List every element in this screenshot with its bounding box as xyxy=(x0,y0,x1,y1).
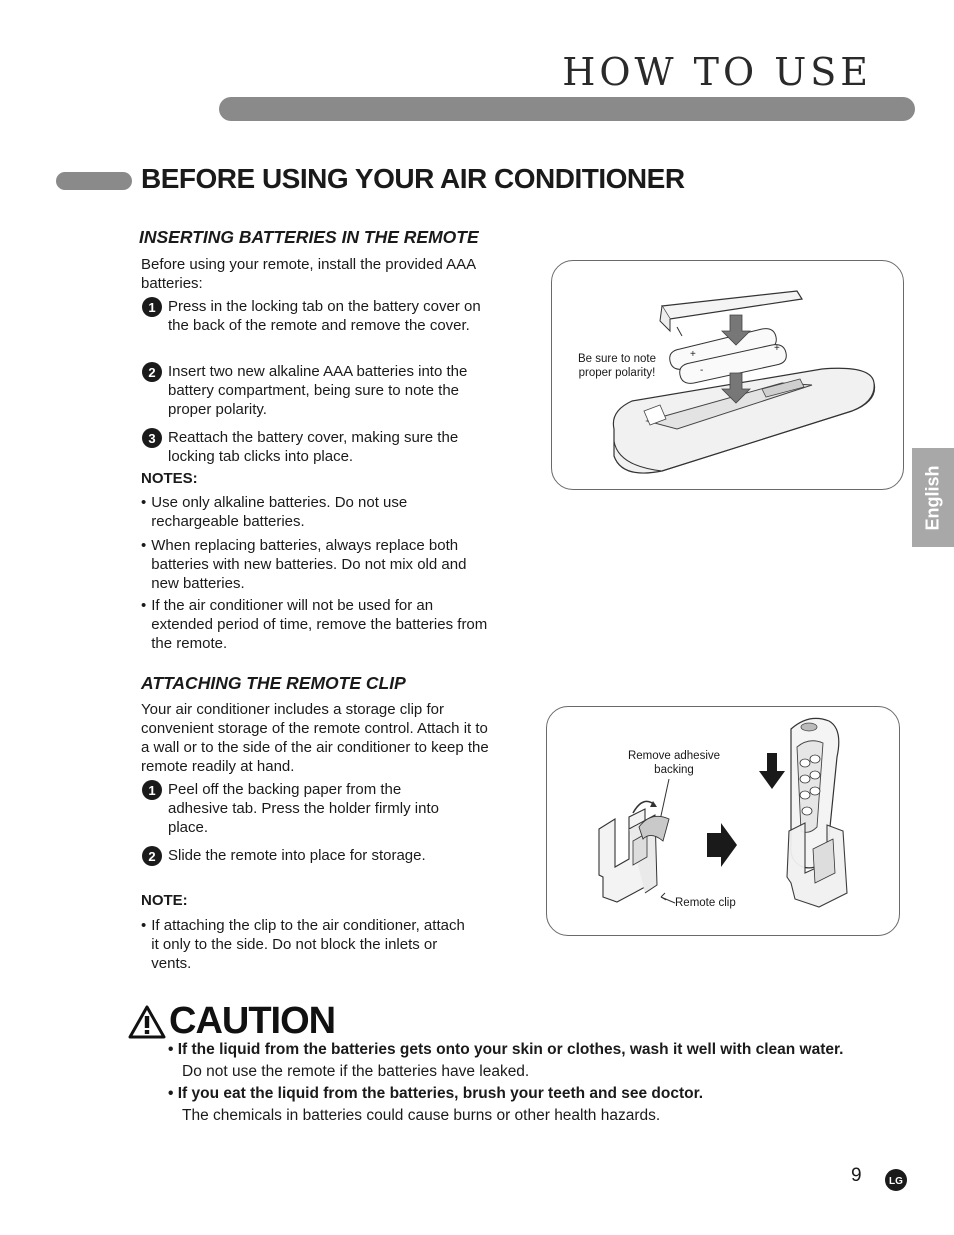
caution-title: CAUTION xyxy=(169,1000,336,1042)
batteries-intro: Before using your remote, install the provided AAA batteries: xyxy=(141,256,476,292)
clip-step-2 xyxy=(142,846,472,866)
step-number-badge: 2 xyxy=(142,362,162,382)
bullet-dot: • xyxy=(141,597,147,614)
header-bar xyxy=(219,97,915,121)
down-arrow-icon xyxy=(759,753,785,789)
battery-step-1 xyxy=(142,297,492,335)
remove-backing-label: Remove adhesive backing xyxy=(627,750,721,776)
polarity-plus: + xyxy=(774,343,780,354)
bullet-dot: • xyxy=(168,1085,178,1102)
bullet-dot: • xyxy=(141,537,147,554)
clip-intro: Your air conditioner includes a storage clip for convenient storage of the remote control. Attach it to a wall or to the side of the air conditioner to keep the remote readily at hand. xyxy=(141,701,489,775)
clip-figure xyxy=(546,706,900,936)
caution-item xyxy=(168,1083,928,1105)
lg-logo-icon xyxy=(884,1168,908,1192)
note-text: If attaching the clip to the air conditioner, attach it only to the side. Do not block the inlets or vents. xyxy=(151,917,465,972)
battery-step-text: Insert two new alkaline AAA batteries into the battery compartment, being sure to note the proper polarity. xyxy=(168,363,468,418)
bullet-dot: • xyxy=(141,494,147,511)
caution-item-bold: If you eat the liquid from the batteries, brush your teeth and see doctor. xyxy=(177,1085,704,1102)
caution-header xyxy=(128,1000,335,1043)
caution-list xyxy=(168,1039,928,1127)
polarity-label: Be sure to note proper polarity! xyxy=(578,353,656,379)
polarity-plus: + xyxy=(690,349,696,360)
step-number-badge: 3 xyxy=(142,428,162,448)
remote-control-icon xyxy=(787,718,847,907)
note-text: If the air conditioner will not be used for an extended period of time, remove the batteries from the remote. xyxy=(151,597,488,652)
bullet-dot: • xyxy=(141,917,147,934)
caution-item-bold: If the liquid from the batteries gets onto your skin or clothes, wash it well with clean water. xyxy=(177,1041,844,1058)
clip-holder-icon xyxy=(599,801,669,902)
batteries-note-item xyxy=(141,493,491,531)
section-pill xyxy=(56,172,132,190)
clip-step-text: Peel off the backing paper from the adhesive tab. Press the holder firmly into place. xyxy=(168,781,439,836)
section-title: BEFORE USING YOUR AIR CONDITIONER xyxy=(141,163,685,194)
battery-step-text: Press in the locking tab on the battery cover on the back of the remote and remove the cover. xyxy=(168,298,481,334)
lg-logo-text: LG xyxy=(889,1176,903,1187)
warning-triangle-icon xyxy=(128,1005,166,1039)
step-number-badge: 1 xyxy=(142,780,162,800)
clip-step-text: Slide the remote into place for storage. xyxy=(168,847,426,864)
battery-step-2 xyxy=(142,362,492,419)
step-number-badge: 2 xyxy=(142,846,162,866)
batteries-note-item xyxy=(141,596,491,653)
right-arrow-icon xyxy=(707,823,737,867)
polarity-minus: - xyxy=(700,365,704,376)
remote-clip-illustration xyxy=(547,707,899,935)
remote-clip-label: Remote clip xyxy=(675,897,736,909)
clip-note-item xyxy=(141,916,471,973)
caution-item xyxy=(168,1039,928,1061)
batteries-heading: INSERTING BATTERIES IN THE REMOTE xyxy=(139,227,479,247)
step-number-badge: 1 xyxy=(142,297,162,317)
language-tab-label: English xyxy=(922,464,943,531)
remote-battery-illustration xyxy=(552,261,903,489)
language-tab[interactable] xyxy=(912,448,954,547)
caution-item-detail: The chemicals in batteries could cause burns or other health hazards. xyxy=(182,1107,661,1124)
note-text: When replacing batteries, always replace both batteries with new batteries. Do not mix old and new batteries. xyxy=(151,537,467,592)
caution-item-detail: Do not use the remote if the batteries have leaked. xyxy=(182,1063,530,1080)
batteries-notes-heading: NOTES: xyxy=(141,470,198,487)
battery-step-3 xyxy=(142,428,492,466)
clip-heading: ATTACHING THE REMOTE CLIP xyxy=(141,673,406,693)
bullet-dot: • xyxy=(168,1041,178,1058)
battery-step-text: Reattach the battery cover, making sure the locking tab clicks into place. xyxy=(168,429,459,465)
clip-note-heading: NOTE: xyxy=(141,892,188,909)
clip-step-1 xyxy=(142,780,442,837)
note-text: Use only alkaline batteries. Do not use rechargeable batteries. xyxy=(151,494,408,530)
header-title: HOW TO USE xyxy=(562,50,872,94)
batteries-note-item xyxy=(141,536,491,593)
battery-figure xyxy=(551,260,904,490)
page-number: 9 xyxy=(851,1165,862,1186)
